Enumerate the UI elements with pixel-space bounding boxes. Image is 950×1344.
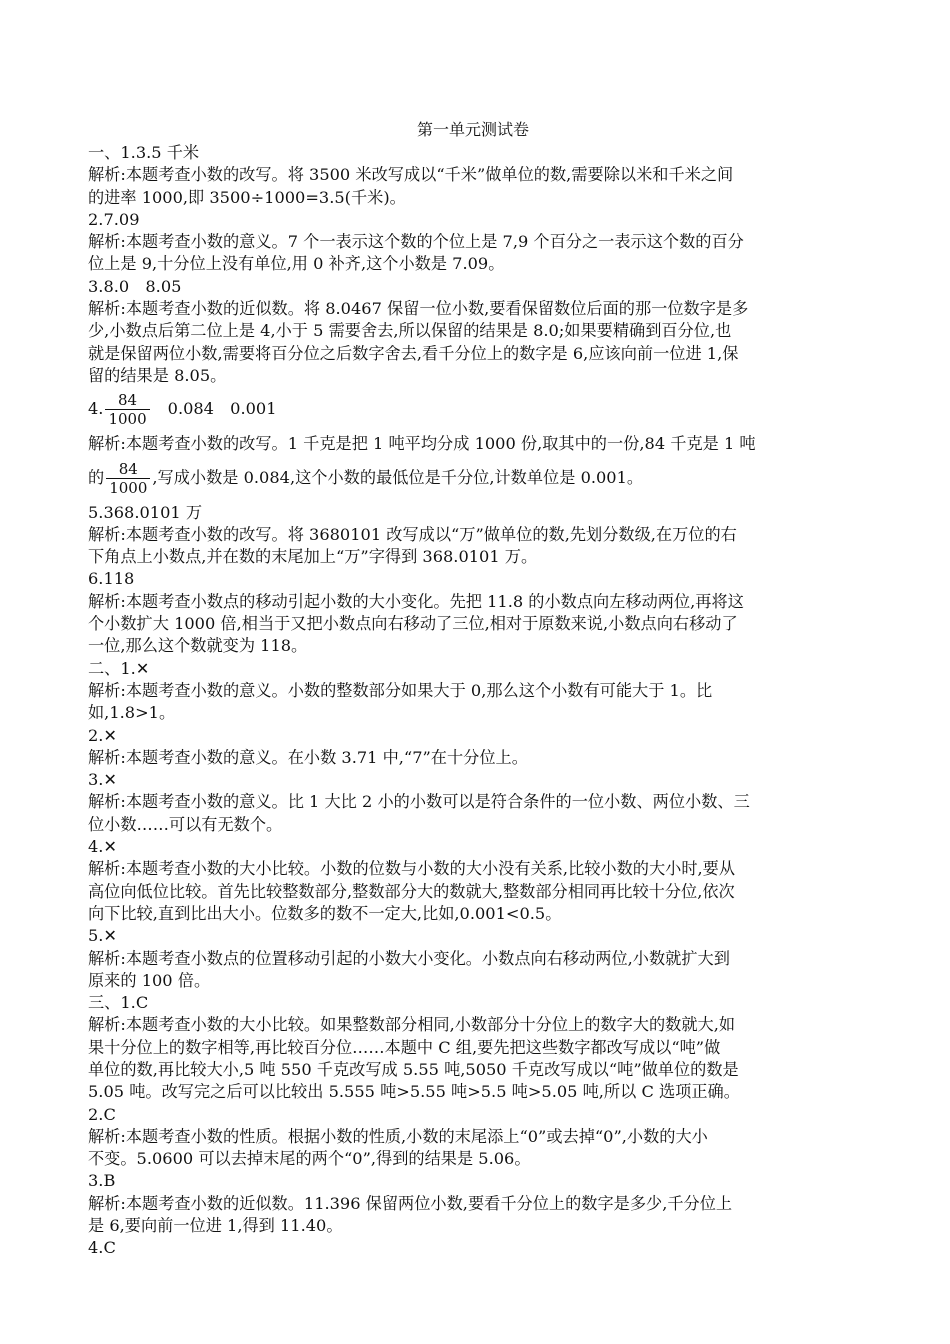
text-line: 4.✕ [88,837,118,857]
text-line: 是 6,要向前一位进 1,得到 11.40。 [88,1216,343,1236]
text-line: 留的结果是 8.05。 [88,365,227,385]
fraction [105,391,149,428]
text-line: 解析:本题考查小数点的位置移动引起的小数大小变化。小数点向右移动两位,小数就扩大到 [88,948,730,968]
fraction [106,460,150,497]
text-line: 解析:本题考查小数的近似数。将 8.0467 保留一位小数,要看保留数位后面的那一位数字是多 [88,299,749,319]
text-line: 不变。5.0600 可以去掉末尾的两个“0”,得到的结果是 5.06。 [88,1149,531,1169]
text-line: 一、1.3.5 千米 [88,143,200,162]
text-line: 解析:本题考查小数的意义。7 个一表示这个数的个位上是 7,9 个百分之一表示这个数的百分 [88,232,744,252]
text-line: 如,1.8>1。 [88,703,176,723]
answer-text: 0.084 0.001 [167,399,277,419]
text-line: 解析:本题考查小数的大小比较。小数的位数与小数的大小没有关系,比较小数的大小时,要从 [88,859,736,879]
text-line: 解析:本题考查小数的改写。将 3680101 改写成以“万”做单位的数,先划分数级,在万位的右 [88,524,737,544]
text-line: 解析:本题考查小数的改写。将 3500 米改写成以“千米”做单位的数,需要除以米和千米之间 [88,165,734,185]
text-line: 少,小数点后第二位上是 4,小于 5 需要舍去,所以保留的结果是 8.0;如果要精确到百分位,也 [88,321,732,341]
document-page [88,118,858,1260]
text-line: 3.8.0 8.05 [88,276,182,296]
text-line: 就是保留两位小数,需要将百分位之后数字舍去,看千分位上的数字是 6,应该向前一位进 1,保 [88,343,739,363]
text-line: 位小数……可以有无数个。 [88,814,283,834]
text-line: 一位,那么这个数就变为 118。 [88,636,308,656]
text-line: 的进率 1000,即 3500÷1000=3.5(千米)。 [88,187,406,207]
text-line: 2.✕ [88,725,118,745]
text-line: 二、1.✕ [88,658,150,678]
text-line: 三、1.C [88,993,149,1013]
page-title: 第一单元测试卷 [416,120,529,139]
text-line: 个小数扩大 1000 倍,相当于又把小数点向右移动了三位,相对于原数来说,小数点向右移动了 [88,614,738,634]
text-line: 解析:本题考查小数的意义。比 1 大比 2 小的小数可以是符合条件的一位小数、两位小数、三 [88,792,750,812]
text-line: 解析:本题考查小数的近似数。11.396 保留两位小数,要看千分位上的数字是多少,千分位上 [88,1193,733,1213]
text-line: 解析:本题考查小数的意义。小数的整数部分如果大于 0,那么这个小数有可能大于 1。比 [88,680,713,700]
text-line: 解析:本题考查小数的意义。在小数 3.71 中,“7”在十分位上。 [88,747,528,767]
question-number: 4. [88,399,104,419]
section-part1-block [88,142,858,387]
text-line: 解析:本题考查小数的大小比较。如果整数部分相同,小数部分十分位上的数字大的数就大,如 [88,1015,736,1035]
question-4-answer-line [88,387,858,433]
text-line: 6.118 [88,569,135,589]
text-line: 2.C [88,1104,116,1124]
text-line: 2.7.09 [88,209,140,229]
text-line: 5.✕ [88,926,118,946]
text-line: 解析:本题考查小数的改写。1 千克是把 1 吨平均分成 1000 份,取其中的一份,84 千克是 1 吨 [88,434,756,454]
section-part2-block [88,502,858,1260]
fraction-denominator: 1000 [105,409,149,428]
text-line: 位上是 9,十分位上没有单位,用 0 补齐,这个小数是 7.09。 [88,254,505,274]
text-line: 果十分位上的数字相等,再比较百分位……本题中 C 组,要先把这些数字都改写成以“吨”做 [88,1037,721,1057]
text-line: 5.368.0101 万 [88,502,203,522]
text-line: 4.C [88,1238,116,1258]
fraction-denominator: 1000 [106,478,150,497]
text-line: 向下比较,直到比出大小。位数多的数不一定大,比如,0.001<0.5。 [88,903,562,923]
text-line: 3.✕ [88,770,118,790]
question-4-block [88,387,858,501]
fraction-numerator: 84 [118,391,138,410]
text-line: 单位的数,再比较大小,5 吨 550 千克改写成 5.55 吨,5050 千克改写成以“吨”做单位的数是 [88,1059,739,1079]
text-line: 3.B [88,1171,116,1191]
analysis-suffix: ,写成小数是 0.084,这个小数的最低位是千分位,计数单位是 0.001。 [152,467,644,487]
fraction-numerator: 84 [118,459,138,478]
text-line: 原来的 100 倍。 [88,970,211,990]
text-line: 解析:本题考查小数点的移动引起小数的大小变化。先把 11.8 的小数点向左移动两位,再将这 [88,591,744,611]
analysis-fraction-line [88,456,858,502]
text-line: 下角点上小数点,并在数的末尾加上“万”字得到 368.0101 万。 [88,547,538,567]
text-line: 高位向低位比较。首先比较整数部分,整数部分大的数就大,整数部分相同再比较十分位,依次 [88,881,735,901]
text-line: 解析:本题考查小数的性质。根据小数的性质,小数的末尾添上“0”或去掉“0”,小数的大小 [88,1126,708,1146]
analysis-prefix: 的 [88,467,105,487]
text-line: 5.05 吨。改写完之后可以比较出 5.555 吨>5.55 吨>5.5 吨>5.05 吨,所以 C 选项正确。 [88,1082,740,1102]
